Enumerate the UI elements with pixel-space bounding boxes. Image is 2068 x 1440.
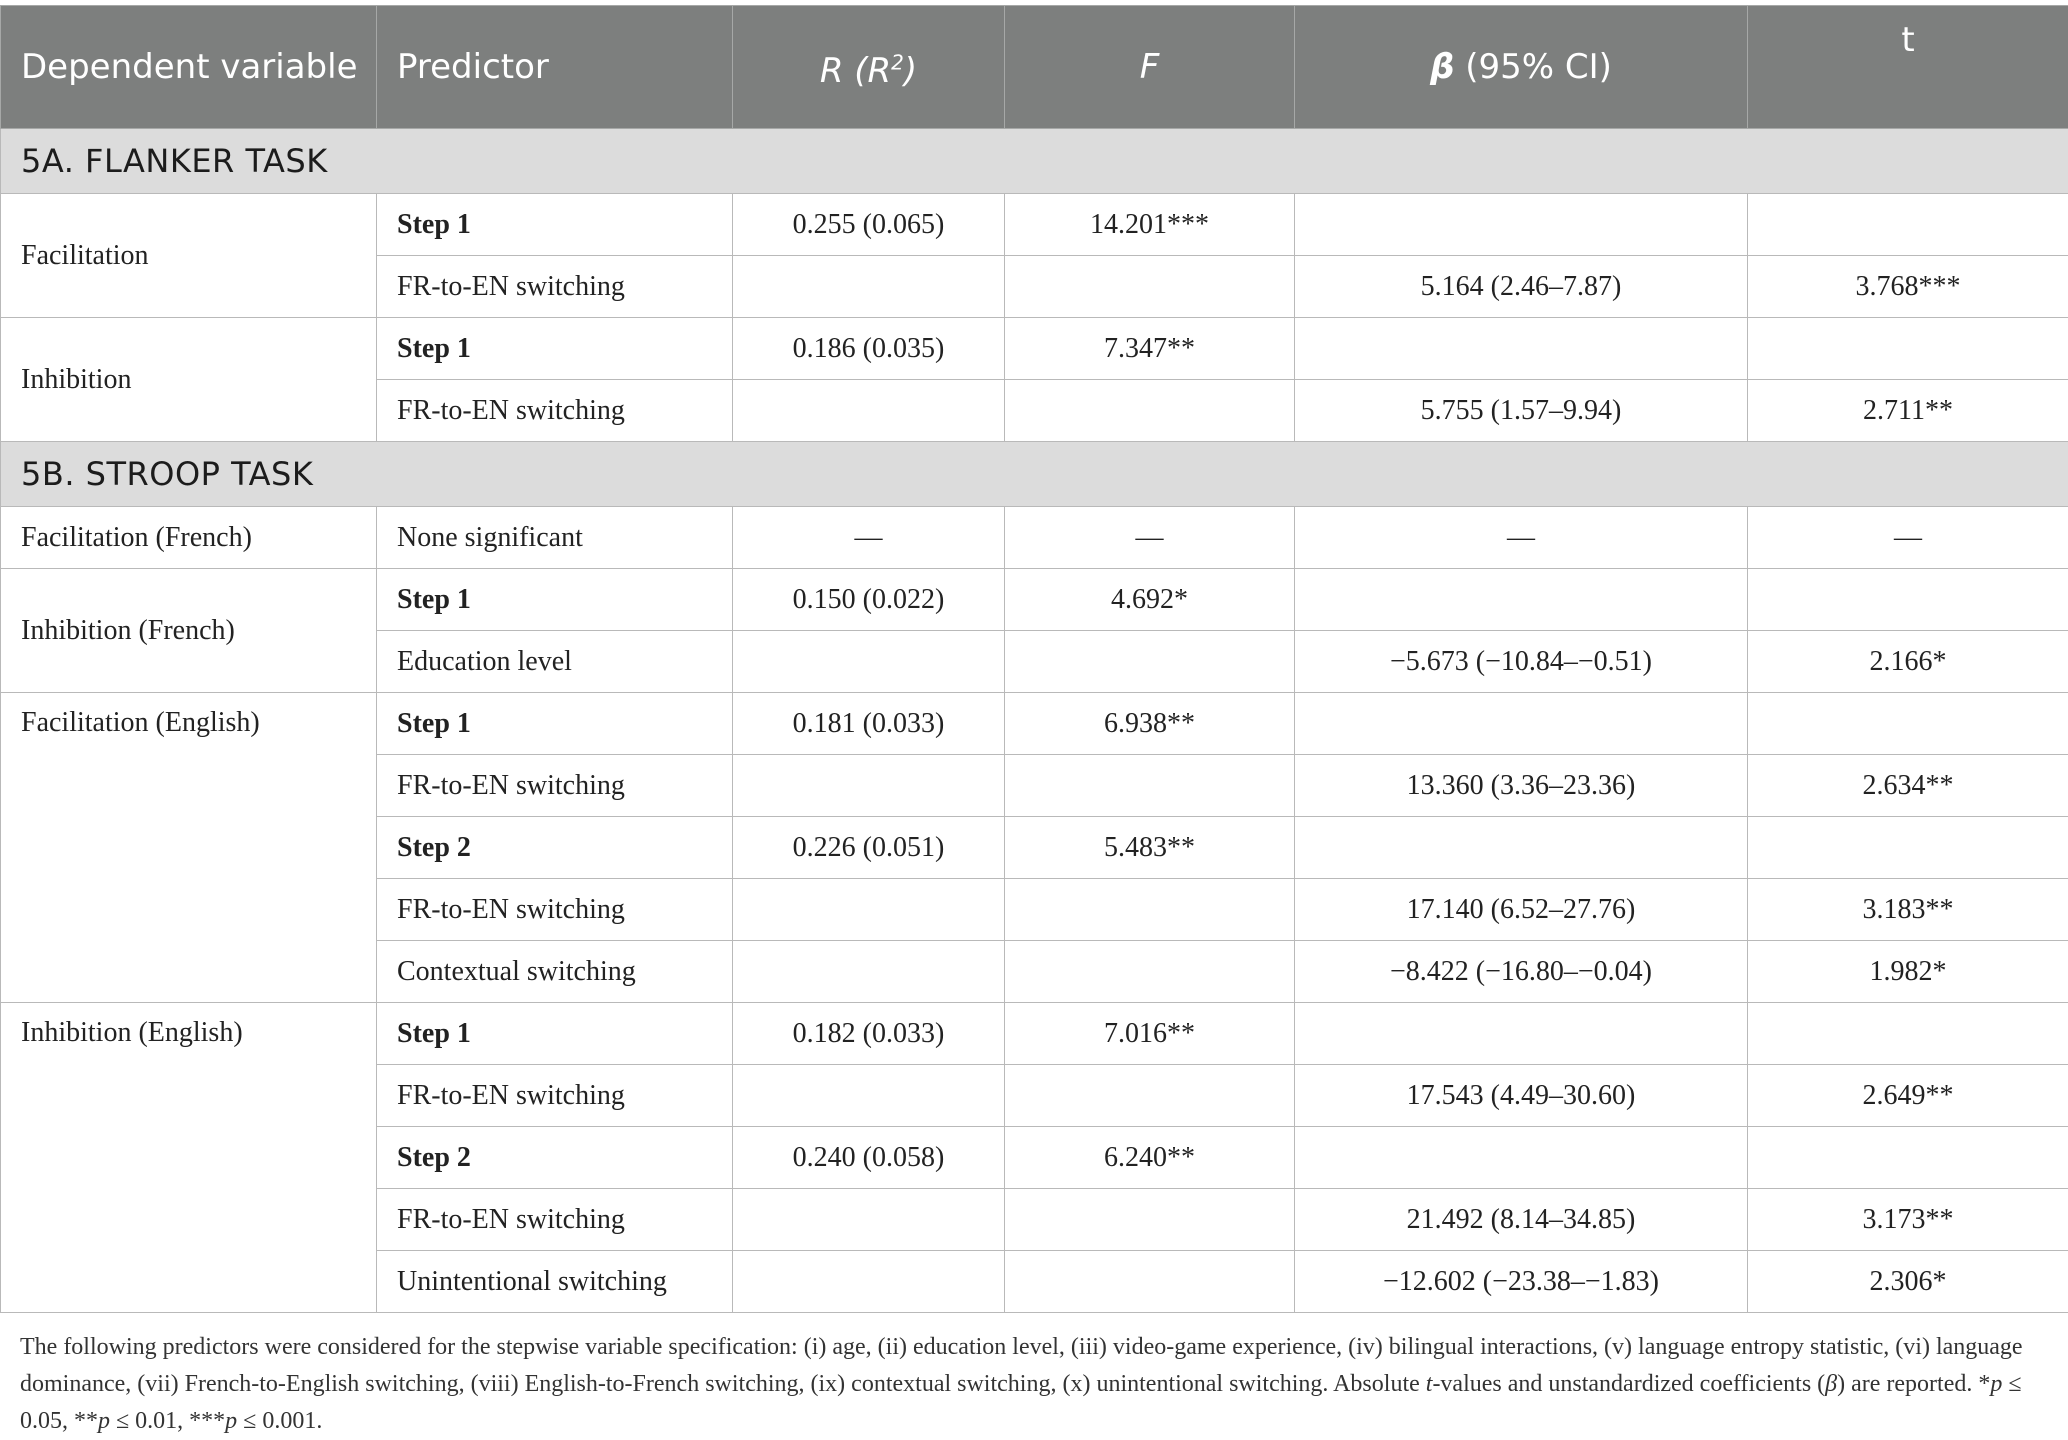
f-cell: 6.938**: [1005, 693, 1295, 755]
t-cell: 2.634**: [1748, 755, 2068, 817]
header-f: F: [1005, 6, 1295, 129]
beta-cell: 5.755 (1.57–9.94): [1295, 380, 1748, 442]
beta-cell: [1295, 1127, 1748, 1189]
t-cell: [1748, 1003, 2068, 1065]
section-row-flanker: [1, 129, 2068, 194]
t-cell: [1748, 318, 2068, 380]
predictor-cell: FR-to-EN switching: [377, 879, 733, 941]
table-row: [1, 569, 2068, 631]
regression-table-container: [0, 5, 2068, 1313]
f-cell: [1005, 941, 1295, 1003]
dependent-variable-cell: Facilitation (English): [1, 693, 377, 1003]
t-cell: 1.982*: [1748, 941, 2068, 1003]
table-row: [1, 318, 2068, 380]
r-cell: [733, 1189, 1005, 1251]
section-row-stroop: [1, 442, 2068, 507]
regression-table: [0, 5, 2068, 1313]
header-beta: β (95% CI): [1295, 6, 1748, 129]
predictor-cell: FR-to-EN switching: [377, 755, 733, 817]
r-cell: [733, 631, 1005, 693]
f-cell: 7.347**: [1005, 318, 1295, 380]
r-cell: [733, 755, 1005, 817]
t-cell: [1748, 569, 2068, 631]
predictor-cell: Contextual switching: [377, 941, 733, 1003]
predictor-cell: Step 1: [377, 194, 733, 256]
t-cell: [1748, 693, 2068, 755]
predictor-cell: Step 1: [377, 569, 733, 631]
f-cell: —: [1005, 507, 1295, 569]
table-row: [1, 194, 2068, 256]
f-cell: [1005, 380, 1295, 442]
table-row: [1, 693, 2068, 755]
r-cell: [733, 256, 1005, 318]
header-predictor: Predictor: [377, 6, 733, 129]
f-cell: 6.240**: [1005, 1127, 1295, 1189]
table-row: [1, 1003, 2068, 1065]
dependent-variable-cell: Facilitation: [1, 194, 377, 318]
beta-cell: [1295, 194, 1748, 256]
r-cell: [733, 1251, 1005, 1313]
r-cell: 0.181 (0.033): [733, 693, 1005, 755]
f-cell: 14.201***: [1005, 194, 1295, 256]
table-header: [1, 6, 2068, 129]
dependent-variable-cell: Inhibition (French): [1, 569, 377, 693]
r-cell: 0.186 (0.035): [733, 318, 1005, 380]
dependent-variable-cell: Facilitation (French): [1, 507, 377, 569]
beta-cell: [1295, 693, 1748, 755]
f-cell: [1005, 1189, 1295, 1251]
t-cell: 2.306*: [1748, 1251, 2068, 1313]
t-cell: —: [1748, 507, 2068, 569]
predictor-cell: Step 1: [377, 693, 733, 755]
t-cell: [1748, 817, 2068, 879]
f-cell: [1005, 1065, 1295, 1127]
beta-cell: 17.543 (4.49–30.60): [1295, 1065, 1748, 1127]
t-cell: 3.173**: [1748, 1189, 2068, 1251]
beta-cell: [1295, 318, 1748, 380]
t-cell: 3.768***: [1748, 256, 2068, 318]
beta-cell: [1295, 1003, 1748, 1065]
table-row: [1, 507, 2068, 569]
r-cell: 0.182 (0.033): [733, 1003, 1005, 1065]
predictor-cell: None significant: [377, 507, 733, 569]
r-cell: [733, 941, 1005, 1003]
t-cell: 3.183**: [1748, 879, 2068, 941]
r-cell: [733, 380, 1005, 442]
r-cell: 0.150 (0.022): [733, 569, 1005, 631]
predictor-cell: Unintentional switching: [377, 1251, 733, 1313]
beta-cell: −12.602 (−23.38–−1.83): [1295, 1251, 1748, 1313]
header-dependent-variable: Dependent variable: [1, 6, 377, 129]
f-cell: 5.483**: [1005, 817, 1295, 879]
f-cell: [1005, 1251, 1295, 1313]
r-cell: 0.255 (0.065): [733, 194, 1005, 256]
t-cell: 2.711**: [1748, 380, 2068, 442]
predictor-cell: Education level: [377, 631, 733, 693]
beta-cell: 13.360 (3.36–23.36): [1295, 755, 1748, 817]
beta-cell: −5.673 (−10.84–−0.51): [1295, 631, 1748, 693]
dependent-variable-cell: Inhibition (English): [1, 1003, 377, 1313]
header-t: t: [1748, 6, 2068, 129]
table-body: [1, 129, 2068, 1313]
predictor-cell: FR-to-EN switching: [377, 1065, 733, 1127]
r-cell: [733, 1065, 1005, 1127]
t-cell: [1748, 194, 2068, 256]
f-cell: [1005, 631, 1295, 693]
t-cell: [1748, 1127, 2068, 1189]
predictor-cell: FR-to-EN switching: [377, 256, 733, 318]
beta-cell: —: [1295, 507, 1748, 569]
predictor-cell: Step 1: [377, 1003, 733, 1065]
beta-cell: [1295, 817, 1748, 879]
r-cell: [733, 879, 1005, 941]
predictor-cell: FR-to-EN switching: [377, 380, 733, 442]
table-footnote: The following predictors were considered for the stepwise variable specification: (i) age, (ii) education level, (iii) video-game experience, (iv) bilingual interactions, (v) language entropy statistic, (vi) language dominance, (vii) French-to-English switching, (viii) English-to-French switching, (ix) contextual switching, (x) unintentional switching. Absolute t-values and unstandardized coefficients (β) are reported. *p ≤ 0.05, **p ≤ 0.01, ***p ≤ 0.001.: [20, 1329, 2050, 1440]
beta-cell: 17.140 (6.52–27.76): [1295, 879, 1748, 941]
beta-cell: [1295, 569, 1748, 631]
r-cell: —: [733, 507, 1005, 569]
header-r-r2: R $(R^2)$: [733, 6, 1005, 129]
section-title: 5B. STROOP TASK: [1, 442, 2068, 507]
f-cell: 4.692*: [1005, 569, 1295, 631]
r-cell: 0.226 (0.051): [733, 817, 1005, 879]
predictor-cell: Step 2: [377, 817, 733, 879]
f-cell: [1005, 879, 1295, 941]
t-cell: 2.649**: [1748, 1065, 2068, 1127]
section-title: 5A. FLANKER TASK: [1, 129, 2068, 194]
beta-cell: 5.164 (2.46–7.87): [1295, 256, 1748, 318]
dependent-variable-cell: Inhibition: [1, 318, 377, 442]
f-cell: [1005, 755, 1295, 817]
r-cell: 0.240 (0.058): [733, 1127, 1005, 1189]
predictor-cell: FR-to-EN switching: [377, 1189, 733, 1251]
beta-cell: 21.492 (8.14–34.85): [1295, 1189, 1748, 1251]
f-cell: 7.016**: [1005, 1003, 1295, 1065]
beta-cell: −8.422 (−16.80–−0.04): [1295, 941, 1748, 1003]
predictor-cell: Step 2: [377, 1127, 733, 1189]
predictor-cell: Step 1: [377, 318, 733, 380]
f-cell: [1005, 256, 1295, 318]
t-cell: 2.166*: [1748, 631, 2068, 693]
